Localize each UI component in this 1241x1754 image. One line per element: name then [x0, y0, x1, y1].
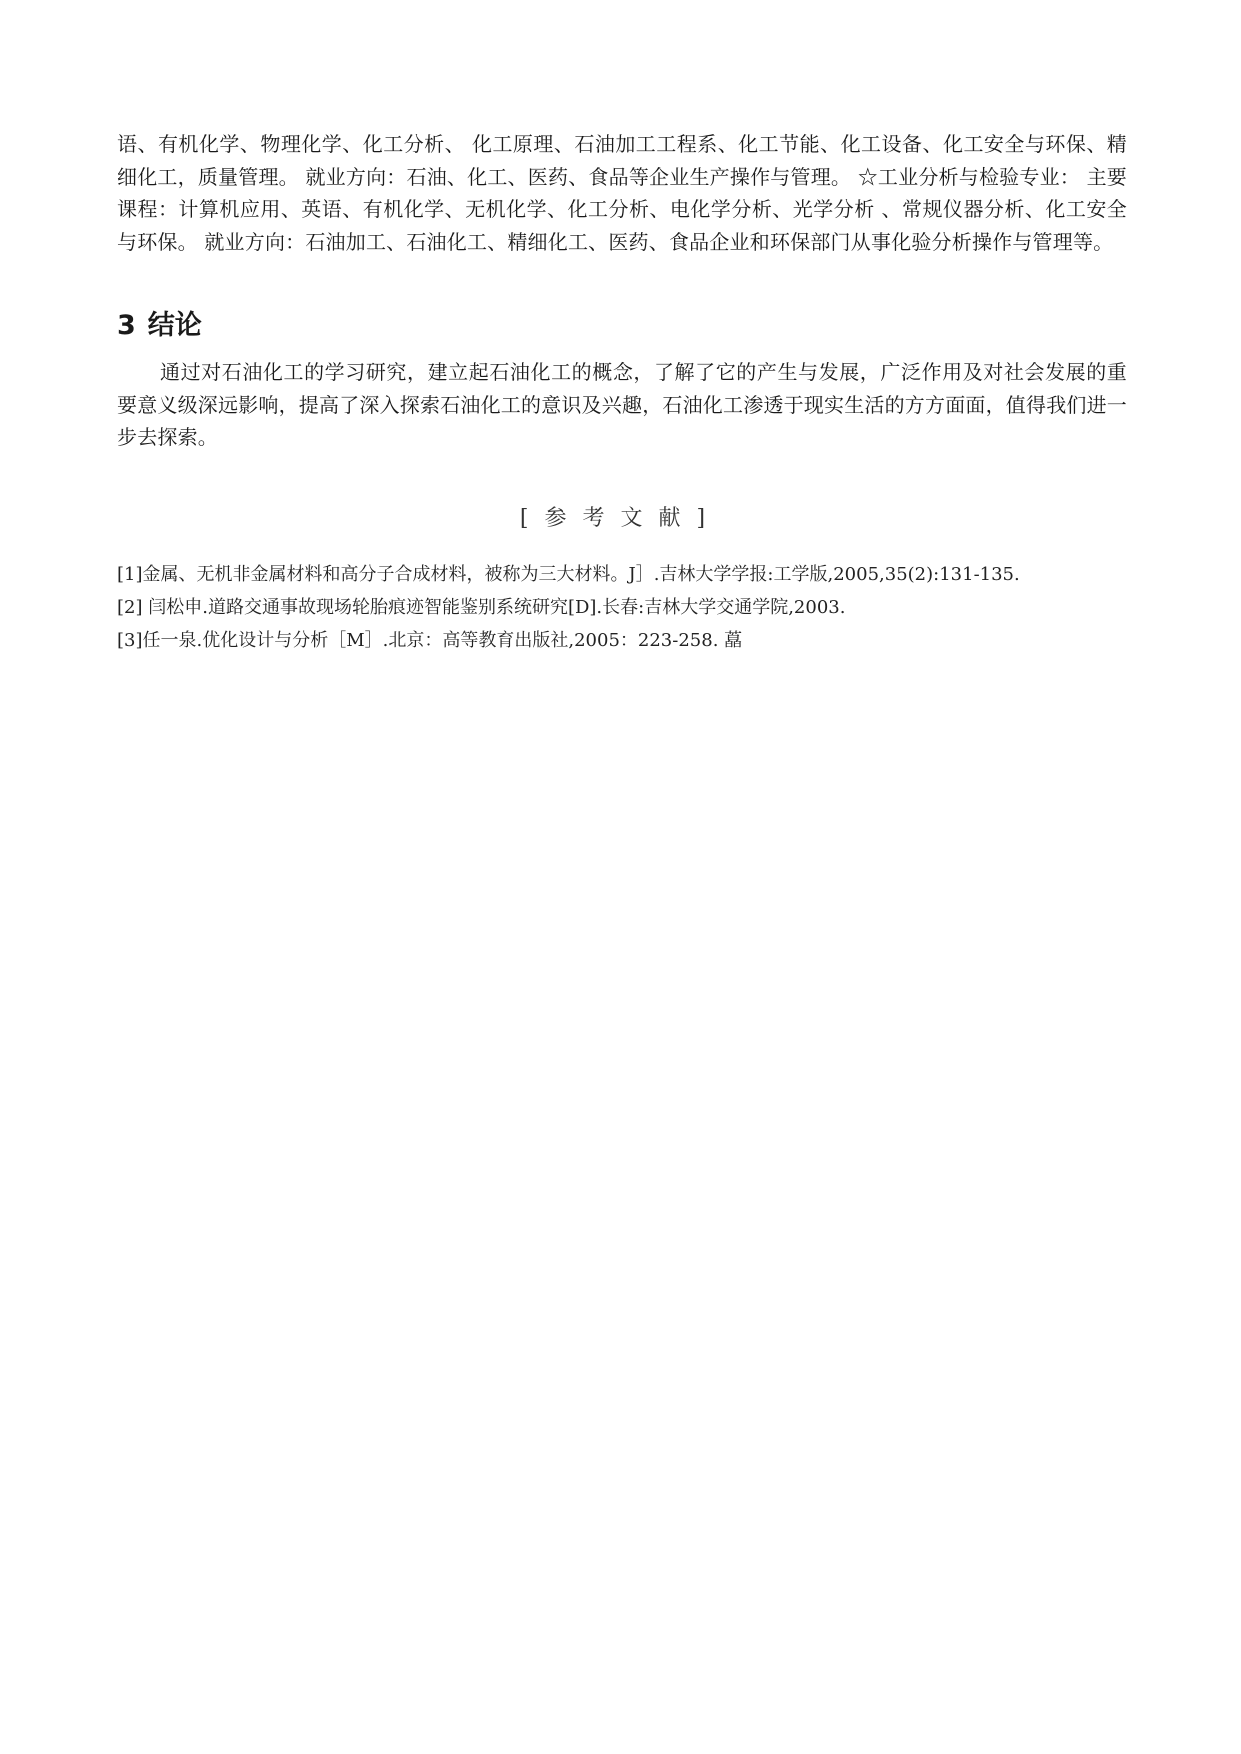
reference-item: [2] 闫松申.道路交通事故现场轮胎痕迹智能鉴别系统研究[D].长春:吉林大学交通学院,2003.: [117, 597, 846, 618]
references-list: [117, 559, 1127, 658]
references-title: [参考文献]: [519, 506, 722, 531]
section-title: 结论: [147, 310, 202, 341]
reference-item: [3]任一泉.优化设计与分析［M］.北京：高等教育出版社,2005：223-258. 藠: [117, 630, 743, 651]
conclusion-paragraph: 通过对石油化工的学习研究，建立起石油化工的概念，了解了它的产生与发展，广泛作用及对社会发展的重要意义级深远影响，提高了深入探索石油化工的意识及兴趣，石油化工渗透于现实生活的方方面面，值得我们进一步去探索。: [117, 360, 1127, 449]
reference-item: [1]金属、无机非金属材料和高分子合成材料，被称为三大材料。J］.吉林大学学报:工学版,2005,35(2):131-135.: [117, 564, 1020, 585]
section-number: 3: [117, 310, 136, 341]
body-paragraph: 语、有机化学、物理化学、化工分析、 化工原理、石油加工工程系、化工节能、化工设备、化工安全与环保、精细化工，质量管理。 就业方向：石油、化工、医药、食品等企业生产操作与管理。 ☆工业分析与检验专业： 主要课程：计算机应用、英语、有机化学、无机化学、化工分析、电化学分析、光学分析 、常规仪器分析、化工安全与环保。 就业方向：石油加工、石油化工、精细化工、医药、食品企业和环保部门从事化验分析操作与管理等。: [117, 132, 1127, 254]
section-heading: [117, 306, 202, 346]
